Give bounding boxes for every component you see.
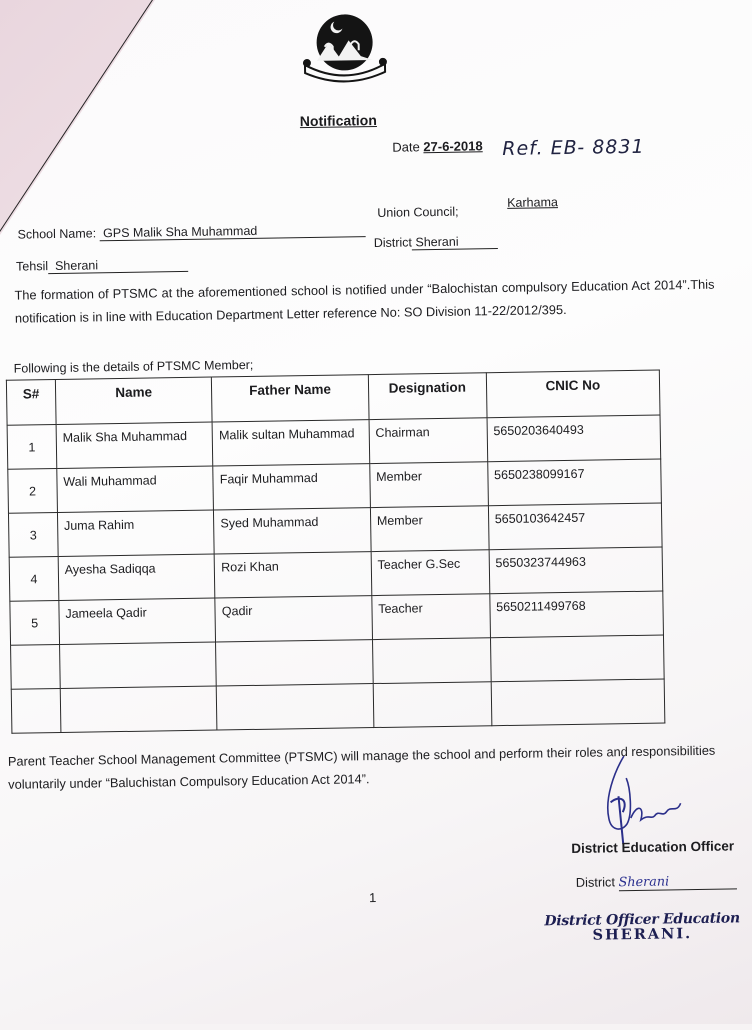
handwritten-reference: Ref. EB- 8831 [502,135,645,160]
cell-name: Malik Sha Muhammad [56,422,213,468]
signatory-district-value: Sherani [618,874,670,891]
cell-empty [491,679,665,726]
cell-sn: 2 [8,469,58,514]
cell-empty [59,642,216,688]
stamp-line-1: District Officer Education [544,910,740,930]
members-intro: Following is the details of PTSMC Member; [13,357,254,376]
school-name-label: School Name: [17,226,97,242]
cell-empty [372,638,491,684]
district-field [412,234,498,250]
signature-mark [596,746,738,848]
signatory-title: District Education Officer [571,838,735,856]
notification-text: The formation of PTSMC at the aforementioned school is notified under “Balochistan compulsory Education Act 2014”.This notification is in line with Education Department Letter reference No: SO Division 11-22/2012/395. [14,276,715,326]
date-label: Date [392,139,420,155]
cell-sn: 3 [8,513,58,558]
date-line [392,138,483,154]
cell-name: Wali Muhammad [57,466,214,512]
emblem-logo [298,12,391,85]
cell-empty [373,682,492,728]
stamp-line-2: SHERANI. [592,925,693,944]
cell-father-name: Qadir [215,596,372,642]
cell-cnic: 5650238099167 [487,459,661,506]
cell-empty [217,684,374,730]
footer-paragraph: Parent Teacher School Management Committee (PTSMC) will manage the school and perform their roles and responsibilities voluntarily under “Baluchistan Compulsory Education Act 2014”. [7,742,716,792]
notification-paragraph [14,273,715,330]
tehsil-value: Sherani [54,258,99,274]
cell-designation: Member [370,506,489,552]
header-cnic: CNIC No [486,370,660,418]
school-name-line [17,222,365,242]
cell-cnic: 5650323744963 [489,547,663,594]
cell-father-name: Malik sultan Muhammad [212,420,369,466]
cell-empty [11,688,61,733]
cell-name: Jameela Qadir [59,598,216,644]
cell-father-name: Faqir Muhammad [213,464,370,510]
signatory-district-label: District [575,874,616,890]
school-name-value: GPS Malik Sha Muhammad [102,223,258,241]
cell-sn: 4 [9,557,59,602]
district-value: Sherani [415,234,459,250]
signatory-district-line [576,872,737,892]
cell-father-name: Syed Muhammad [214,508,371,554]
cell-cnic: 5650103642457 [488,503,662,550]
page-number: 1 [368,890,377,906]
district-line [374,234,498,251]
cell-father-name: Rozi Khan [214,552,371,598]
header-father-name: Father Name [212,375,369,422]
tehsil-label: Tehsil [15,259,49,274]
cell-designation: Teacher G.Sec [371,550,490,596]
official-stamp [544,910,740,944]
cell-name: Ayesha Sadiqqa [58,554,215,600]
district-label: District [373,235,413,251]
cell-empty [216,640,373,686]
cell-sn: 5 [10,600,60,645]
members-table [6,370,665,734]
cell-empty [11,644,61,689]
cell-empty [490,635,664,682]
cell-cnic: 5650203640493 [487,415,661,462]
cell-name: Juma Rahim [57,510,214,556]
tehsil-field [48,257,188,274]
header-sn: S# [6,380,56,426]
union-council-value: Karhama [507,195,558,210]
cell-designation: Chairman [369,418,488,464]
cell-designation: Teacher [372,594,491,640]
page-title: Notification [299,111,377,130]
table-row-empty [11,679,665,733]
tehsil-line [16,257,188,275]
cell-designation: Member [369,462,488,508]
cell-cnic: 5650211499768 [489,591,663,638]
school-name-field [99,222,365,241]
cell-empty [60,686,217,732]
header-designation: Designation [368,373,487,420]
cell-sn: 1 [7,425,57,470]
union-council-label: Union Council; [377,204,459,220]
date-value: 27-6-2018 [423,138,483,155]
signatory-district-field [618,872,736,891]
header-name: Name [55,377,212,424]
